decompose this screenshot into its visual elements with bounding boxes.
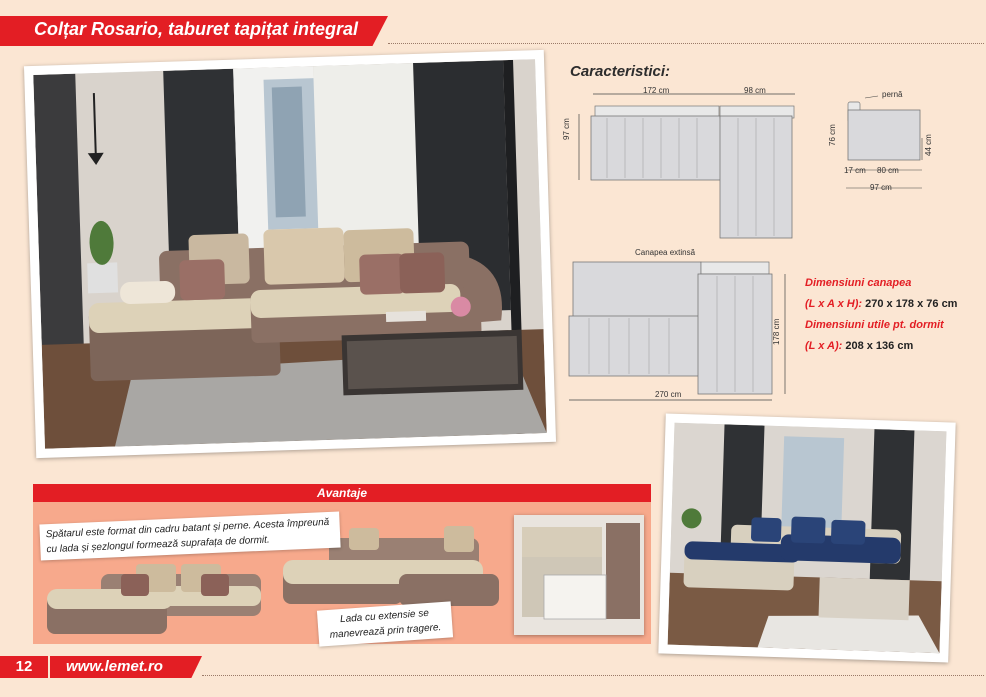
- living-room-illustration: [33, 59, 546, 449]
- top-view-diagram: [565, 82, 805, 247]
- dimension-specs: [805, 273, 957, 357]
- dim-height: 76 cm: [828, 124, 837, 146]
- page-title: Colțar Rosario, taburet tapițat integral: [34, 19, 359, 39]
- sleep-dim-value: 208 x 136 cm: [845, 340, 914, 352]
- dim-seat-height: 44 cm: [924, 134, 933, 156]
- secondary-product-photo: [658, 414, 955, 663]
- page-number: 12: [0, 656, 48, 678]
- dim-extended-length: 270 cm: [655, 390, 682, 399]
- sleep-dim-label: Dimensiuni utile pt. dormit: [805, 319, 944, 331]
- dim-arm: 17 cm: [844, 166, 866, 175]
- sleep-dim-axes: (L x A):: [805, 340, 843, 352]
- label-pillow: pernă: [882, 90, 903, 99]
- sofa-dim-axes: (L x A x H):: [805, 298, 863, 310]
- storage-drawer-illustration: [514, 515, 644, 635]
- dim-extended-depth: 178 cm: [772, 318, 781, 345]
- caption-drawer: Lada cu extensie se manevrează prin tragere.: [317, 601, 453, 646]
- main-product-photo: [24, 50, 556, 458]
- characteristics-heading: Caracteristici:: [570, 63, 671, 80]
- dim-width-chaise: 98 cm: [744, 86, 766, 95]
- dim-depth: 97 cm: [562, 118, 571, 140]
- caption-backrest: Spătarul este format din cadru batant și perne. Acesta împreună cu lada și șezlongul formează suprafața de dormit.: [39, 511, 340, 560]
- living-room-blue-illustration: [668, 423, 947, 653]
- label-extended-sofa: Canapea extinsă: [635, 248, 696, 257]
- header-divider: [388, 43, 984, 44]
- sofa-dim-value: 270 x 178 x 76 cm: [865, 298, 958, 310]
- footer-divider: [202, 675, 984, 676]
- drawer-photo: [514, 515, 644, 635]
- dim-width-main: 172 cm: [643, 86, 670, 95]
- extended-sofa-diagram: [565, 258, 795, 408]
- website-link[interactable]: www.lemet.ro: [66, 658, 163, 675]
- dim-seat: 80 cm: [877, 166, 899, 175]
- advantages-heading: Avantaje: [316, 486, 368, 500]
- side-view-diagram: [838, 90, 938, 195]
- sofa-dim-label: Dimensiuni canapea: [805, 277, 912, 289]
- dim-total: 97 cm: [870, 183, 892, 192]
